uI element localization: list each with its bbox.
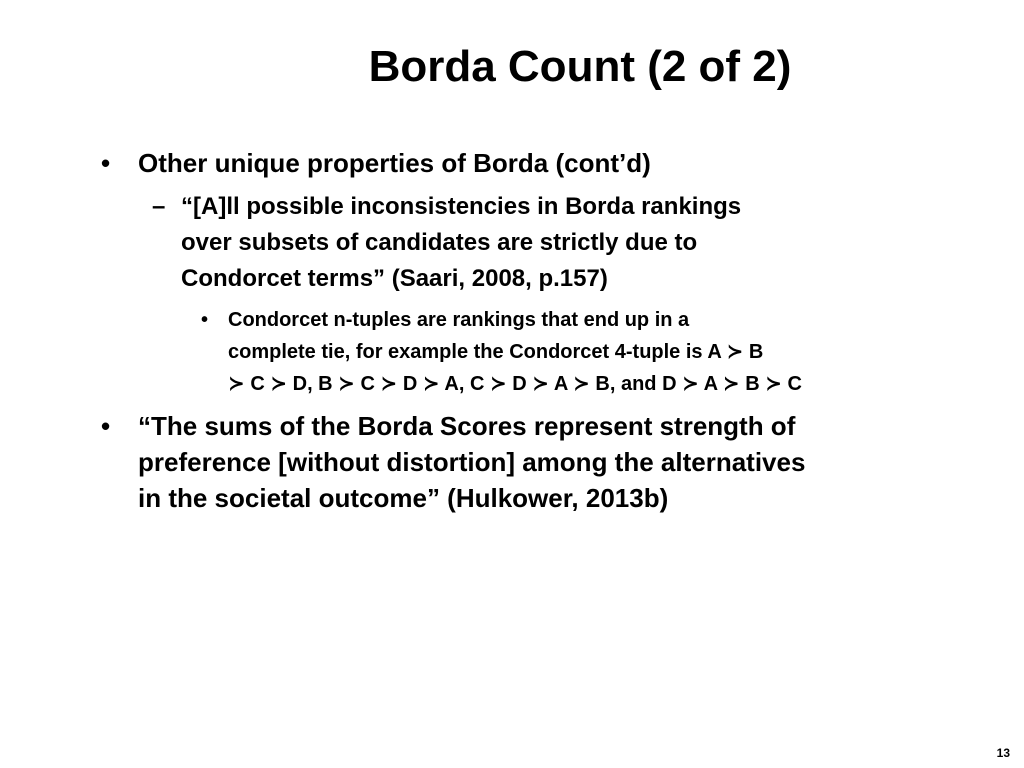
sub-bullet-text-line: over subsets of candidates are strictly due to — [181, 229, 698, 256]
sub-sub-bullet-text-line: Condorcet n-tuples are rankings that end up in a — [228, 309, 690, 331]
bullet-text-line: Other unique properties of Borda (cont’d) — [138, 148, 651, 178]
sub-bullet-text-line: Condorcet terms” (Saari, 2008, p.157) — [181, 265, 608, 292]
page-number: 13 — [996, 746, 1010, 760]
sub-bullet-text-line: “[A]ll possible inconsistencies in Borda rankings — [181, 193, 742, 220]
sub-bullet-item — [181, 189, 901, 297]
bullet-text-line: in the societal outcome” (Hulkower, 2013b) — [138, 483, 669, 513]
sub-sub-bullet-text-line: ≻ C ≻ D, B ≻ C ≻ D ≻ A, C ≻ D ≻ A ≻ B, and D ≻ A ≻ B ≻ C — [228, 373, 802, 395]
sub-bullet-marker: – — [152, 193, 166, 220]
sub-sub-bullet-text-line: complete tie, for example the Condorcet 4-tuple is A ≻ B — [228, 341, 764, 363]
slide-title: Borda Count (2 of 2) — [368, 42, 792, 91]
sub-sub-bullet-item — [228, 304, 948, 400]
bullet-item — [138, 408, 968, 516]
bullet-marker: • — [101, 148, 111, 178]
bullet-item — [138, 145, 968, 181]
sub-sub-bullet-marker: • — [201, 309, 209, 331]
bullet-text-line: preference [without distortion] among the alternatives — [138, 447, 806, 477]
bullet-marker: • — [101, 411, 111, 441]
bullet-text-line: “The sums of the Borda Scores represent strength of — [138, 411, 796, 441]
